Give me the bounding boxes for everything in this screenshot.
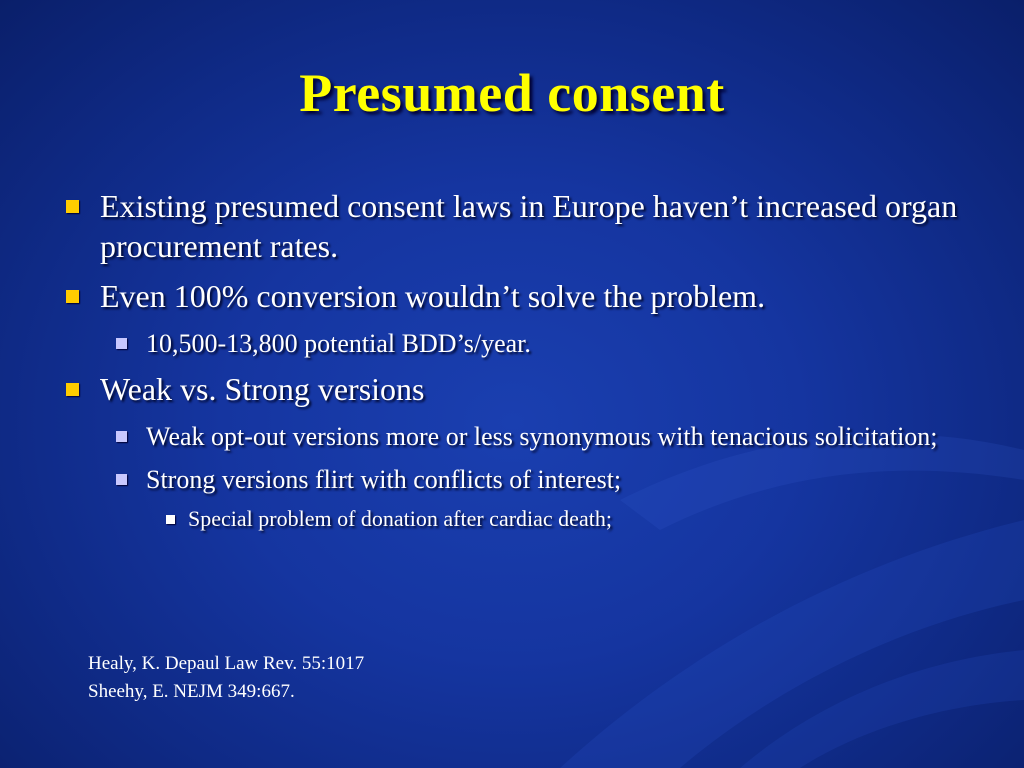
sub-bullet-text: Weak opt-out versions more or less synonymous with tenacious solicitation;: [146, 422, 938, 451]
reference-line: Healy, K. Depaul Law Rev. 55:1017: [88, 653, 365, 674]
bullet-item-1: [62, 186, 962, 266]
sub-sub-bullet-text: Special problem of donation after cardiac death;: [188, 506, 612, 531]
square-bullet-icon: [166, 515, 175, 524]
square-bullet-icon: [66, 383, 79, 396]
bullet-text: Existing presumed consent laws in Europe haven’t increased organ procurement rates.: [100, 188, 958, 264]
bullet-list: [62, 186, 962, 539]
square-bullet-icon: [66, 290, 79, 303]
sub-sub-bullet-item-1: [62, 505, 962, 533]
sub-bullet-text: Strong versions flirt with conflicts of interest;: [146, 465, 622, 494]
bullet-item-3: [62, 369, 962, 409]
slide-title: Presumed consent: [299, 63, 725, 123]
references: [88, 650, 364, 706]
sub-bullet-item-2: [62, 419, 962, 454]
reference-line: Sheehy, E. NEJM 349:667.: [88, 681, 295, 702]
sub-bullet-item-3: [62, 462, 962, 497]
bullet-text: Weak vs. Strong versions: [100, 371, 425, 407]
bullet-text: Even 100% conversion wouldn’t solve the problem.: [100, 278, 766, 314]
square-bullet-icon: [116, 338, 127, 349]
sub-bullet-text: 10,500-13,800 potential BDD’s/year.: [146, 329, 531, 358]
bullet-item-2: [62, 276, 962, 316]
square-bullet-icon: [116, 431, 127, 442]
square-bullet-icon: [116, 474, 127, 485]
square-bullet-icon: [66, 200, 79, 213]
sub-bullet-item-1: [62, 326, 962, 361]
